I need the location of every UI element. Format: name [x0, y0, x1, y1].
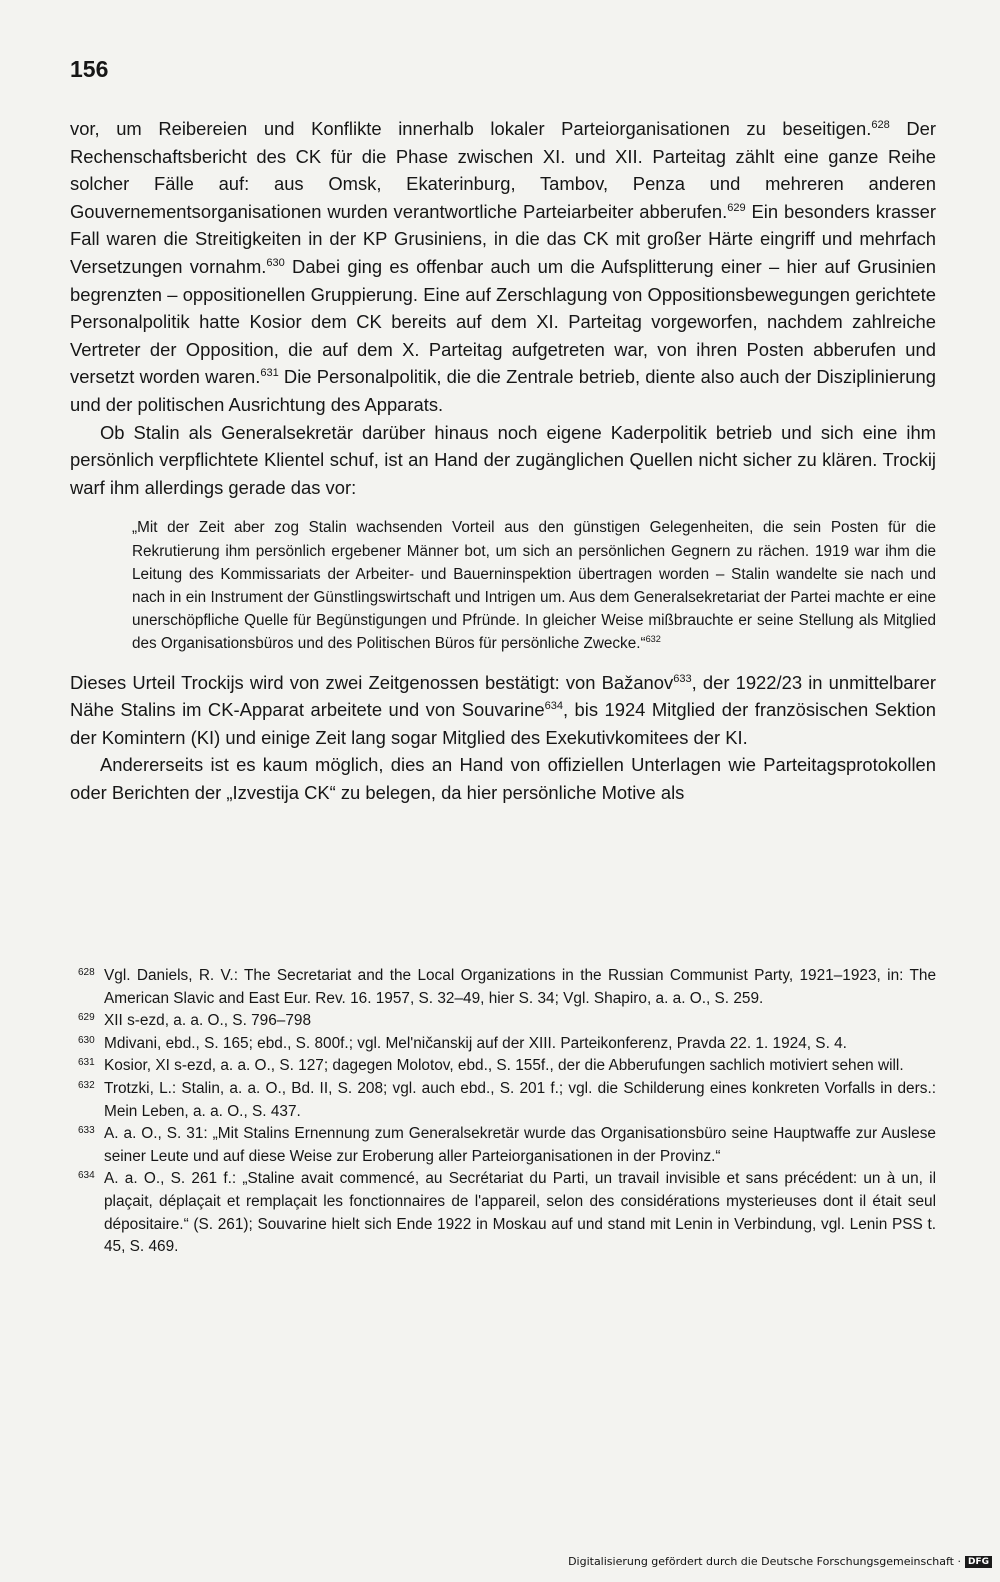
paragraph [70, 751, 936, 806]
footnotes [70, 965, 936, 1259]
paragraph [70, 419, 936, 502]
footnote-number: 632 [78, 1079, 95, 1091]
text-run: Die Personalpolitik, die die Zentrale betrieb, diente also auch der Disziplinierung und der politischen Ausrichtung des Apparats. [70, 366, 936, 415]
footnote-ref[interactable]: 632 [645, 634, 661, 645]
footnote-text: A. a. O., S. 261 f.: „Staline avait commencé, au Secrétariat du Parti, un travail invisible et sans précédent: un à un, il plaçait, déplaçait et remplaçait les fonctionnaires de l'appareil, selon des considérations mysterieuses dont il était seul dépositaire.“ (S. 261); Souvarine hielt sich Ende 1922 in Moskau auf und stand mit Lenin in Verbindung, vgl. Lenin PSS t. 45, S. 469. [104, 1170, 936, 1256]
footnote-number: 629 [78, 1012, 95, 1024]
text-run: , der 1922/23 in unmittelbarer Nähe Stalins im CK-Apparat arbeitete und von Souvarine [70, 671, 936, 721]
footnote-ref[interactable]: 629 [727, 201, 746, 214]
text-run: Ein besonders krasser Fall waren die Streitigkeiten in der KP Grusiniens, in die das CK mit großer Härte eingriff und mehrfach Versetzungen vornahm. [70, 200, 936, 277]
footnote-text: A. a. O., S. 31: „Mit Stalins Ernennung zum Generalsekretär wurde das Organisationsbüro seine Hauptwaffe zur Auslese seiner Leute und auf diese Weise zur Eroberung aller Parteiorganisationen in der Provinz.“ [104, 1125, 936, 1165]
text-run: Der Rechenschaftsbericht des CK für die Phase zwischen XI. und XII. Parteitag zählt eine ganze Reihe solcher Fälle auf: aus Omsk, Ekaterinburg, Tambov, Penza und mehreren anderen Gouvernementsorganisationen wurden verantwortliche Parteiarbeiter abberufen. [70, 118, 936, 222]
footnote-number: 633 [78, 1125, 95, 1137]
text-run: vor, um Reibereien und Konflikte innerhalb lokaler Parteiorganisationen zu beseitigen. [70, 118, 872, 139]
footnote-text: Kosior, XI s-ezd, a. a. O., S. 127; dagegen Molotov, ebd., S. 155f., der die Abberufungen sachlich motiviert sehen will. [104, 1057, 904, 1075]
footnote-ref[interactable]: 631 [260, 367, 279, 380]
footnote-ref[interactable]: 633 [673, 672, 692, 685]
footnote-ref[interactable]: 630 [266, 256, 285, 269]
text-run: Dabei ging es offenbar auch um die Aufsplitterung einer – hier auf Grusinien begrenzten – oppositionellen Gruppierung. Eine auf Zerschlagung von Oppositionsbewegungen gerichtete Personalpolitik hatte Kosior dem CK bereits auf dem XI. Parteitag vorgeworfen, nachdem zahlreiche Vertreter der Opposition, die auf dem X. Parteitag aufgetreten war, von ihren Posten abberufen und versetzt worden waren. [70, 255, 936, 388]
funding-note [568, 1555, 992, 1568]
dfg-logo: DFG [965, 1556, 992, 1568]
main-text [70, 115, 936, 807]
footnote [70, 1078, 936, 1123]
paragraph [70, 115, 936, 419]
text-run: Andererseits ist es kaum möglich, dies an Hand von offiziellen Unterlagen wie Parteitagsprotokollen oder Berichten der „Izvestija CK“ zu belegen, da hier persönliche Motive als [70, 754, 936, 803]
paragraph [70, 669, 936, 752]
text-run: „Mit der Zeit aber zog Stalin wachsenden Vorteil aus den günstigen Gelegenheiten, die sein Posten für die Rekrutierung ihm persönlich ergebener Männer bot, um sich an persönlichen Gegnern zu rächen. 1919 war ihm die Leitung des Kommissariats der Arbeiter- und Bauerninspektion übertragen worden – Stalin wandelte sie nach und nach in ein Instrument der Günstlingswirtschaft und Intrigen um. Aus dem Generalsekretariat der Partei machte er eine unerschöpfliche Quelle für Begünstigungen und Pfründe. In gleicher Weise mißbrauchte er seine Stellung als Mitglied des Organisationsbüros und des Politischen Büros für persönliche Zwecke.“ [132, 519, 936, 653]
footnote-number: 630 [78, 1034, 95, 1046]
footnote-text: Mdivani, ebd., S. 165; ebd., S. 800f.; vgl. Mel'ničanskij auf der XIII. Parteikonferenz, Pravda 22. 1. 1924, S. 4. [104, 1034, 847, 1052]
text-run: Ob Stalin als Generalsekretär darüber hinaus noch eigene Kaderpolitik betrieb und sich eine ihm persönlich verpflichtete Klientel schuf, ist an Hand der zugänglichen Quellen nicht sicher zu klären. Trockij warf ihm allerdings gerade das vor: [70, 421, 936, 498]
footnote [70, 1033, 936, 1056]
footnote-number: 628 [78, 967, 95, 978]
footnote-ref[interactable]: 628 [871, 118, 890, 131]
footnote [70, 1123, 936, 1168]
footnote-text: Trotzki, L.: Stalin, a. a. O., Bd. II, S. 208; vgl. auch ebd., S. 201 f.; vgl. die Schilderung eines konkreten Vorfalls in ders.: Mein Leben, a. a. O., S. 437. [104, 1079, 936, 1120]
text-run: Dieses Urteil Trockijs wird von zwei Zeitgenossen bestätigt: von Bažanov [70, 671, 674, 693]
block-quote [132, 516, 936, 655]
footnote-text: XII s-ezd, a. a. O., S. 796–798 [104, 1012, 312, 1030]
footnote [70, 965, 936, 1010]
footnote-text: Vgl. Daniels, R. V.: The Secretariat and the Local Organizations in the Russian Communist Party, 1921–1923, in: The American Slavic and East Eur. Rev. 16. 1957, S. 32–49, hier S. 34; Vgl. Shapiro, a. a. O., S. 259. [104, 967, 936, 1007]
footnote-number: 634 [78, 1170, 95, 1182]
page-number: 156 [70, 56, 109, 82]
text-run: , bis 1924 Mitglied der französischen Sektion der Komintern (KI) und einige Zeit lang sogar Mitglied des Exekutivkomitees der KI. [70, 699, 936, 748]
footnote [70, 1168, 936, 1258]
funding-text: Digitalisierung gefördert durch die Deutsche Forschungsgemeinschaft · [568, 1555, 961, 1568]
footnote [70, 1010, 936, 1033]
footnote [70, 1055, 936, 1078]
footnote-number: 631 [78, 1057, 95, 1069]
footnote-ref[interactable]: 634 [544, 700, 563, 712]
